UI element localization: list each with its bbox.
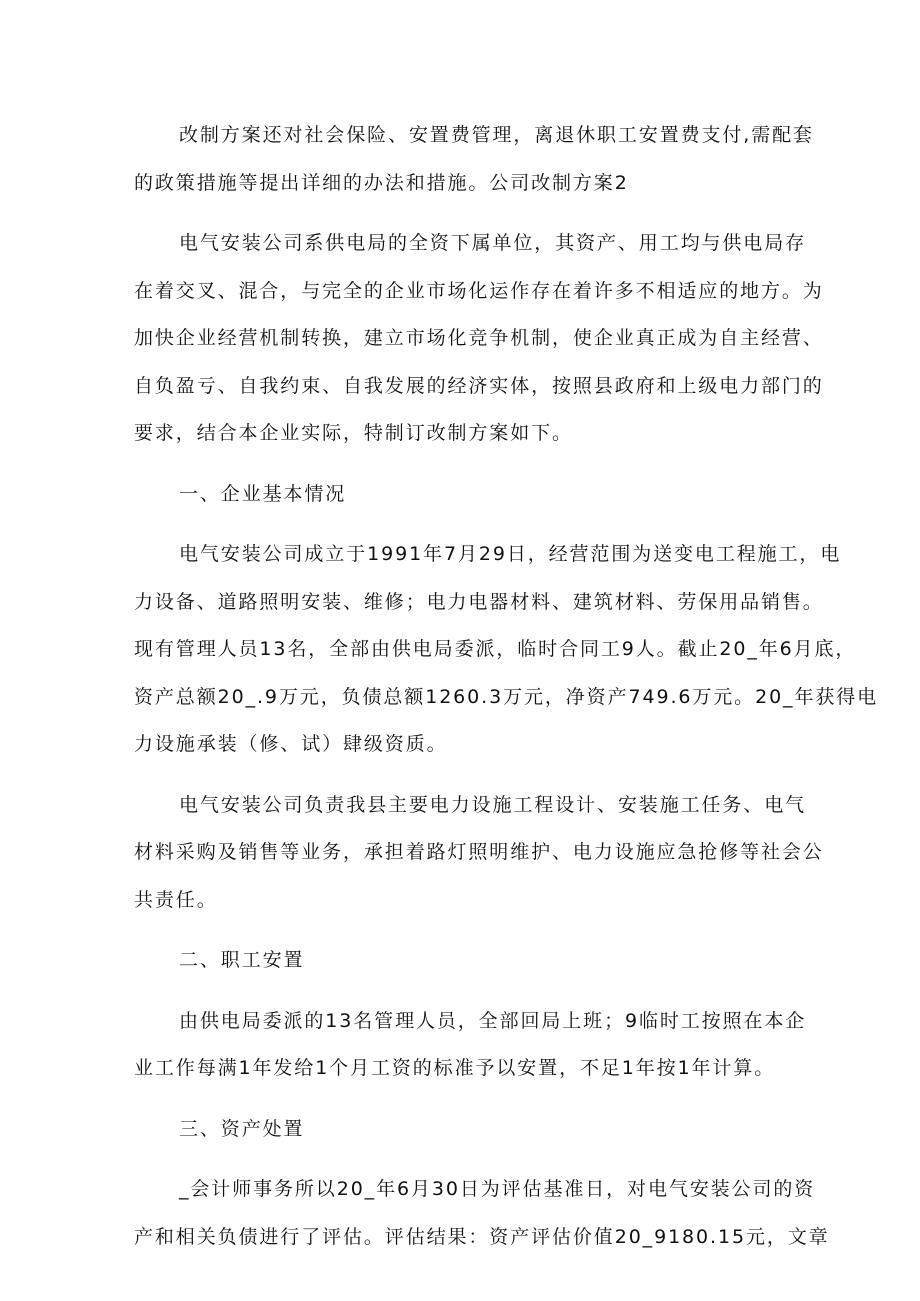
text-line: 电气安装公司系供电局的全资下属单位，其资产、用工均与供电局存 [179, 232, 807, 254]
paragraph-6 [134, 1166, 830, 1261]
text-line: 改制方案还对社会保险、安置费管理，离退休职工安置费支付,需配套 [179, 124, 814, 146]
text-line: 由供电局委派的13名管理人员，全部回局上班；9临时工按照在本企 [179, 1009, 807, 1032]
text-line: 力设备、道路照明安装、维修；电力电器材料、建筑材料、劳保用品销售。 [134, 590, 824, 613]
paragraph-2 [134, 220, 824, 458]
text-line: 要求，结合本企业实际，特制订改制方案如下。 [134, 422, 573, 444]
document-body [134, 112, 879, 1261]
section-heading-1: 一、企业基本情况 [179, 482, 347, 505]
paragraph-4 [134, 782, 824, 925]
text-line: 自负盈亏、自我约束、自我发展的经济实体，按照县政府和上级电力部门的 [134, 374, 824, 397]
paragraph-5 [134, 998, 807, 1093]
section-heading-3: 三、资产处置 [179, 1117, 305, 1140]
text-line: 电气安装公司负责我县主要电力设施工程设计、安装施工任务、电气 [179, 793, 807, 816]
text-line: _会计师事务所以20_年6月30日为评估基准日，对电气安装公司的资 [179, 1178, 816, 1200]
text-line: 产和相关负债进行了评估。评估结果：资产评估价值20_9180.15元，文章 [134, 1225, 830, 1248]
text-line: 共责任。 [134, 888, 218, 911]
section-heading-2: 二、职工安置 [179, 949, 305, 971]
text-line: 在着交叉、混合，与完全的企业市场化运作存在着许多不相适应的地方。为 [134, 279, 824, 302]
text-line: 材料采购及销售等业务，承担着路灯照明维护、电力设施应急抢修等社会公 [134, 841, 824, 863]
text-line: 资产总额20_.9万元，负债总额1260.3万元，净资产749.6万元。20_年获得电 [134, 685, 879, 708]
paragraph-1 [134, 112, 814, 207]
paragraph-3 [134, 531, 879, 769]
text-line: 加快企业经营机制转换，建立市场化竞争机制，使企业真正成为自主经营、 [134, 327, 824, 349]
text-line: 现有管理人员13名，全部由供电局委派，临时合同工9人。截止20_年6月底， [134, 638, 857, 660]
text-line: 的政策措施等提出详细的办法和措施。公司改制方案2 [134, 171, 629, 194]
text-line: 业工作每满1年发给1个月工资的标准予以安置，不足1年按1年计算。 [134, 1057, 776, 1079]
text-line: 力设施承装（修、试）肆级资质。 [134, 733, 448, 755]
text-line: 电气安装公司成立于1991年7月29日，经营范围为送变电工程施工，电 [179, 543, 842, 565]
